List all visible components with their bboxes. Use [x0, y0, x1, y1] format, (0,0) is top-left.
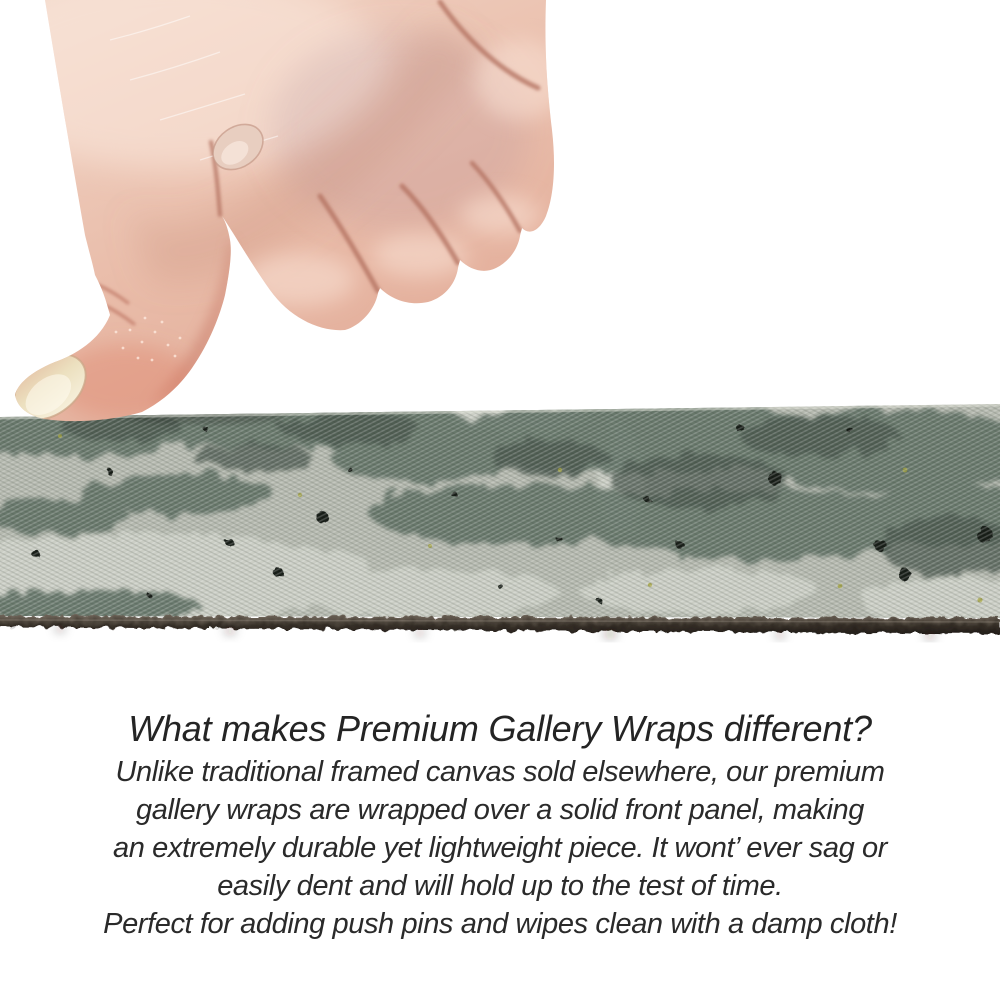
caption-line: Unlike traditional framed canvas sold elsewhere, our premium	[115, 756, 885, 788]
caption-line: Perfect for adding push pins and wipes clean with a damp cloth!	[103, 908, 897, 940]
canvas-weave-shadow	[0, 396, 1000, 646]
caption-line: an extremely durable yet lightweight piece. It wont’ ever sag or	[113, 832, 887, 864]
canvas-strip-graphic	[0, 396, 1000, 646]
hand-photo	[0, 0, 760, 432]
caption-block	[0, 708, 1000, 943]
panel-edge	[0, 616, 1000, 634]
caption-heading: What makes Premium Gallery Wraps different?	[128, 708, 872, 749]
canvas-strip-photo	[0, 396, 1000, 646]
caption-line: easily dent and will hold up to the test of time.	[217, 870, 783, 902]
caption-body	[0, 753, 1000, 943]
caption-line: gallery wraps are wrapped over a solid front panel, making	[136, 794, 864, 826]
hand-graphic	[0, 0, 760, 432]
